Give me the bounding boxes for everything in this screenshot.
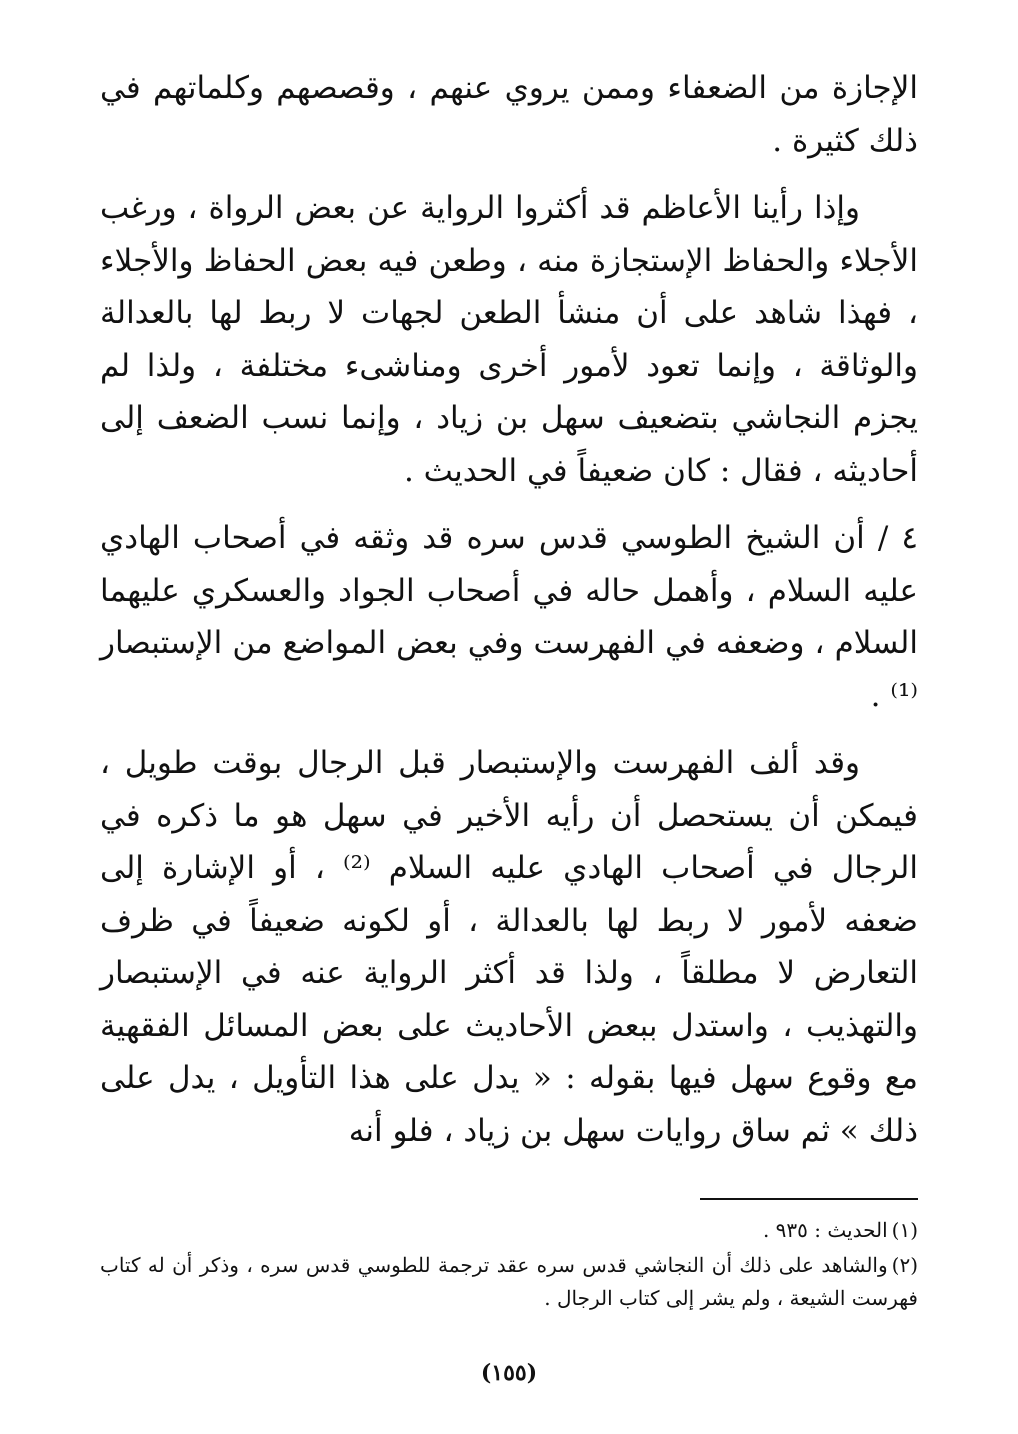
paragraph-3: ٤ / أن الشيخ الطوسي قدس سره قد وثقه في أصحاب الهادي عليه السلام ، وأهمل حاله في أصحاب الجواد والعسكري عليهما السلام ، وضعفه في الفهرست وفي بعض المواضع من الإستبصار ⁽¹⁾ . xyxy=(100,520,918,714)
page-number: (١٥٥) xyxy=(480,1360,538,1386)
footnote-2-text: والشاهد على ذلك أن النجاشي قدس سره عقد ترجمة للطوسي قدس سره ، وذكر أن له كتاب فهرست الشيعة ، ولم يشر إلى كتاب الرجال . xyxy=(100,1253,918,1310)
paragraph-2: وإذا رأينا الأعاظم قد أكثروا الرواية عن بعض الرواة ، ورغب الأجلاء والحفاظ الإستجازة منه ، وطعن فيه بعض الحفاظ والأجلاء ، فهذا شاهد على أن منشأ الطعن لجهات لا ربط لها بالعدالة والوثاقة ، وإنما تعود لأمور أخرى ومناشىء مختلفة ، ولذا لم يجزم النجاشي بتضعيف سهل بن زياد ، وإنما نسب الضعف إلى أحاديثه ، فقال : كان ضعيفاً في الحديث . xyxy=(100,190,918,489)
footnote-1 xyxy=(100,1214,918,1247)
footnote-2-mark: (٢) xyxy=(891,1253,918,1277)
footnote-separator xyxy=(700,1198,918,1200)
footnotes xyxy=(100,1214,918,1317)
footnote-2 xyxy=(100,1249,918,1315)
paragraph-1: الإجازة من الضعفاء وممن يروي عنهم ، وقصصهم وكلماتهم في ذلك كثيرة . xyxy=(100,70,918,159)
paragraph-4: وقد ألف الفهرست والإستبصار قبل الرجال بوقت طويل ، فيمكن أن يستحصل أن رأيه الأخير في سهل هو ما ذكره في الرجال في أصحاب الهادي عليه السلام ⁽²⁾ ، أو الإشارة إلى ضعفه لأمور لا ربط لها بالعدالة ، أو لكونه ضعيفاً في ظرف التعارض لا مطلقاً ، ولذا قد أكثر الرواية عنه في الإستبصار والتهذيب ، واستدل ببعض الأحاديث على بعض المسائل الفقهية مع وقوع سهل فيها بقوله : « يدل على هذا التأويل ، يدل على ذلك » ثم ساق روايات سهل بن زياد ، فلو أنه xyxy=(100,745,918,1149)
footnote-1-mark: (١) xyxy=(891,1218,918,1242)
main-text xyxy=(100,62,918,1172)
footnote-1-text: الحديث : ٩٣٥ . xyxy=(762,1218,888,1242)
